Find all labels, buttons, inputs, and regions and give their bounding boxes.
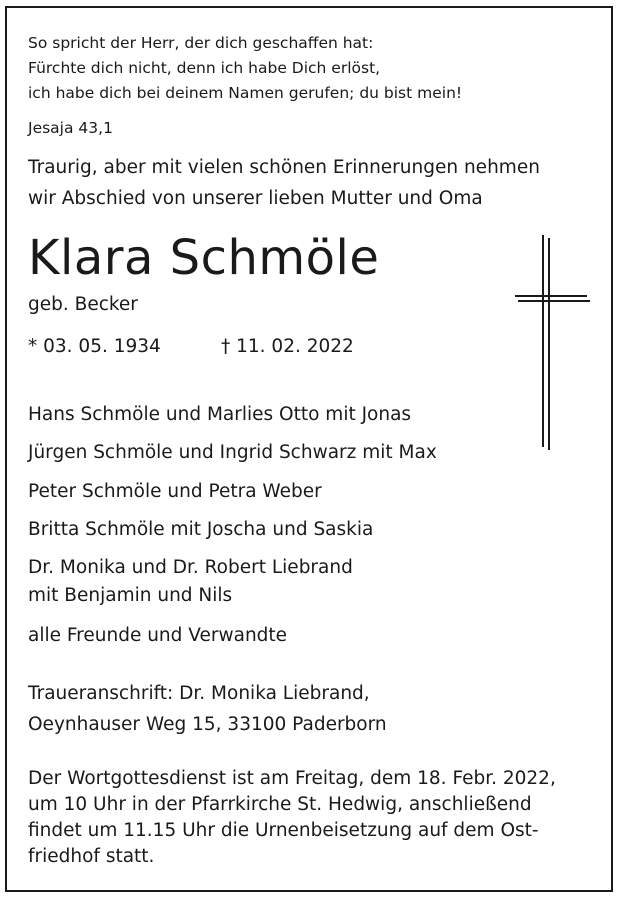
service-line: findet um 11.15 Uhr die Urnenbeisetzung auf dem Ost- — [28, 820, 539, 841]
intro-line-2: wir Abschied von unserer lieben Mutter und Oma — [28, 188, 483, 209]
mourner-line: Hans Schmöle und Marlies Otto mit Jonas — [28, 404, 412, 425]
mourner-line: alle Freunde und Verwandte — [28, 625, 288, 646]
verse-line-3: ich habe dich bei deinem Namen gerufen; du bist mein! — [28, 84, 463, 102]
cross-icon — [515, 235, 590, 450]
birth-name: geb. Becker — [28, 294, 138, 315]
intro-line-1: Traurig, aber mit vielen schönen Erinnerungen nehmen — [28, 157, 540, 178]
death-date: † 11. 02. 2022 — [221, 336, 354, 357]
mourner-line: Jürgen Schmöle und Ingrid Schwarz mit Max — [28, 442, 437, 463]
mourner-line: mit Benjamin und Nils — [28, 585, 233, 606]
mourner-line: Britta Schmöle mit Joscha und Saskia — [28, 519, 374, 540]
birth-date: * 03. 05. 1934 — [28, 336, 161, 357]
deceased-name: Klara Schmöle — [28, 230, 380, 286]
mourner-line: Peter Schmöle und Petra Weber — [28, 481, 322, 502]
verse-line-2: Fürchte dich nicht, denn ich habe Dich erlöst, — [28, 59, 381, 77]
address-line-1: Traueranschrift: Dr. Monika Liebrand, — [28, 683, 370, 704]
address-line-2: Oeynhauser Weg 15, 33100 Paderborn — [28, 714, 387, 735]
service-line: um 10 Uhr in der Pfarrkirche St. Hedwig, anschließend — [28, 794, 532, 815]
service-line: friedhof statt. — [28, 846, 155, 867]
verse-line-1: So spricht der Herr, der dich geschaffen hat: — [28, 34, 374, 52]
mourner-line: Dr. Monika und Dr. Robert Liebrand — [28, 557, 353, 578]
verse-source: Jesaja 43,1 — [28, 119, 113, 137]
service-line: Der Wortgottesdienst ist am Freitag, dem 18. Febr. 2022, — [28, 768, 556, 789]
